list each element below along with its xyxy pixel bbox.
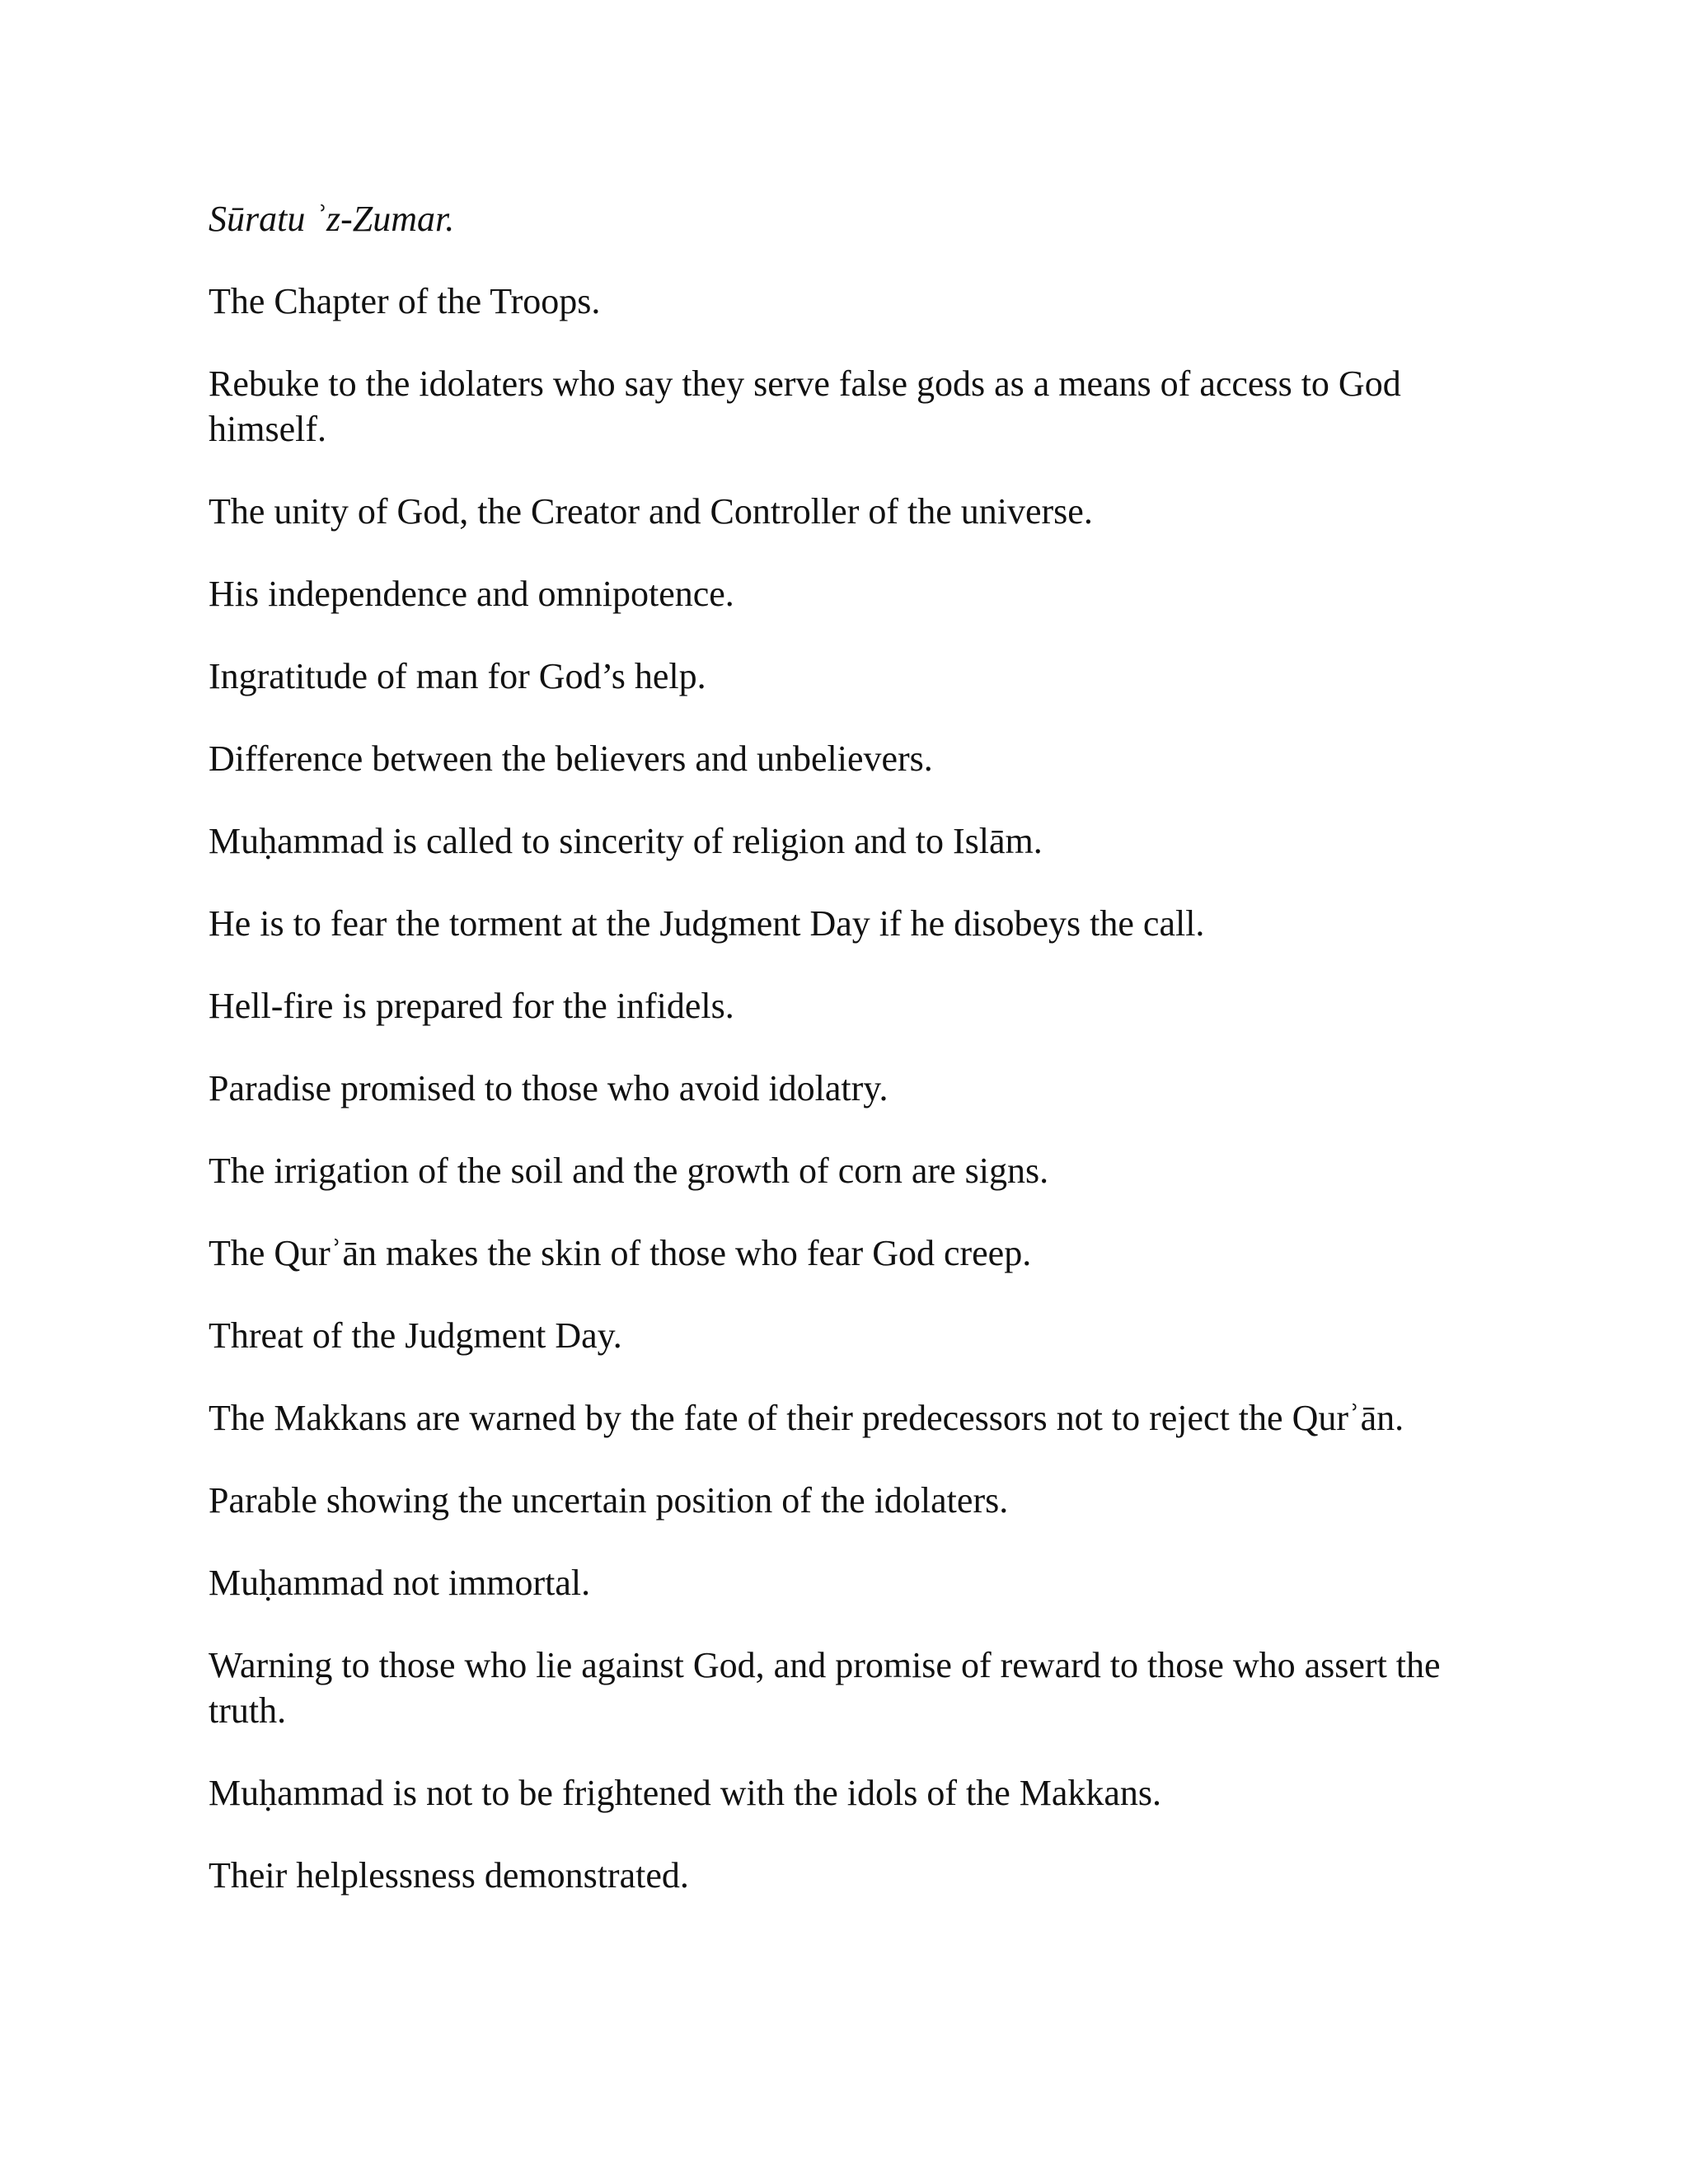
paragraph: The unity of God, the Creator and Controller of the universe. xyxy=(209,491,1093,532)
paragraph: Their helplessness demonstrated. xyxy=(209,1855,689,1896)
surah-title: Sūratu ʾz-Zumar. xyxy=(209,199,455,239)
document-body xyxy=(209,196,1494,1935)
paragraph: The Qurʾān makes the skin of those who fear God creep. xyxy=(209,1233,1032,1273)
paragraph: Threat of the Judgment Day. xyxy=(209,1315,622,1356)
paragraph: Parable showing the uncertain position of the idolaters. xyxy=(209,1480,1009,1521)
paragraph: The Makkans are warned by the fate of their predecessors not to reject the Qurʾān. xyxy=(209,1398,1404,1438)
paragraph: Paradise promised to those who avoid idolatry. xyxy=(209,1068,889,1108)
paragraph: Muḥammad is not to be frightened with the idols of the Makkans. xyxy=(209,1773,1162,1813)
paragraph: Muḥammad not immortal. xyxy=(209,1563,591,1603)
paragraph: The Chapter of the Troops. xyxy=(209,281,601,321)
paragraph: He is to fear the torment at the Judgment Day if he disobeys the call. xyxy=(209,903,1205,944)
paragraph: The irrigation of the soil and the growth of corn are signs. xyxy=(209,1151,1049,1191)
paragraph: His independence and omnipotence. xyxy=(209,574,734,614)
paragraph: Muḥammad is called to sincerity of religion and to Islām. xyxy=(209,821,1043,861)
paragraph: Ingratitude of man for God’s help. xyxy=(209,656,706,696)
paragraph: Difference between the believers and unbelievers. xyxy=(209,738,933,779)
paragraph: Hell-fire is prepared for the infidels. xyxy=(209,986,734,1026)
paragraph: Warning to those who lie against God, and promise of reward to those who assert the truth. xyxy=(209,1645,1441,1731)
paragraph: Rebuke to the idolaters who say they serve false gods as a means of access to God himself. xyxy=(209,363,1401,449)
